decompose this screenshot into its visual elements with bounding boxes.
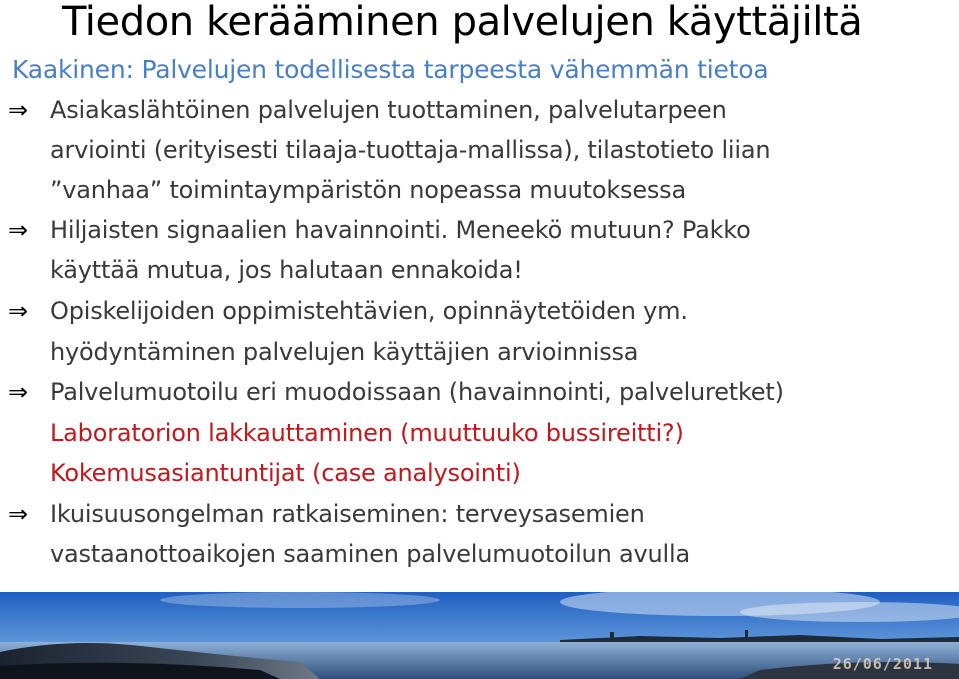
body-line-10: Kokemusasiantuntijat (case analysointi) — [50, 459, 521, 487]
body-line-3: ”vanhaa” toimintaympäristön nopeassa muutoksessa — [50, 176, 686, 204]
arrow-icon: ⇒ — [8, 216, 29, 244]
body-line-9: Laboratorion lakkauttaminen (muuttuuko bussireitti?) — [50, 419, 684, 447]
arrow-icon: ⇒ — [8, 500, 29, 528]
body-line-1: Asiakaslähtöinen palvelujen tuottaminen, palvelutarpeen — [50, 96, 727, 124]
body-line-5: käyttää mutua, jos halutaan ennakoida! — [50, 256, 523, 284]
body-line-12: vastaanottoaikojen saaminen palvelumuotoilun avulla — [50, 540, 690, 568]
body-line-6: Opiskelijoiden oppimistehtävien, opinnäytetöiden ym. — [50, 297, 688, 325]
slide-title: Tiedon kerääminen palvelujen käyttäjiltä — [62, 0, 863, 45]
body-line-7: hyödyntäminen palvelujen käyttäjien arvioinnissa — [50, 338, 639, 366]
body-line-4: Hiljaisten signaalien havainnointi. Meneekö mutuun? Pakko — [50, 216, 751, 244]
photo-date-stamp: 26/06/2011 — [832, 655, 933, 673]
arrow-icon: ⇒ — [8, 297, 29, 325]
landscape-photo — [0, 592, 959, 679]
body-line-2: arviointi (erityisesti tilaaja-tuottaja-mallissa), tilastotieto liian — [50, 136, 771, 164]
body-line-8: Palvelumuotoilu eri muodoissaan (havainnointi, palveluretket) — [50, 378, 784, 406]
arrow-icon: ⇒ — [8, 378, 29, 406]
slide-subtitle: Kaakinen: Palvelujen todellisesta tarpeesta vähemmän tietoa — [12, 55, 769, 84]
body-line-11: Ikuisuusongelman ratkaiseminen: terveysasemien — [50, 500, 645, 528]
arrow-icon: ⇒ — [8, 96, 29, 124]
